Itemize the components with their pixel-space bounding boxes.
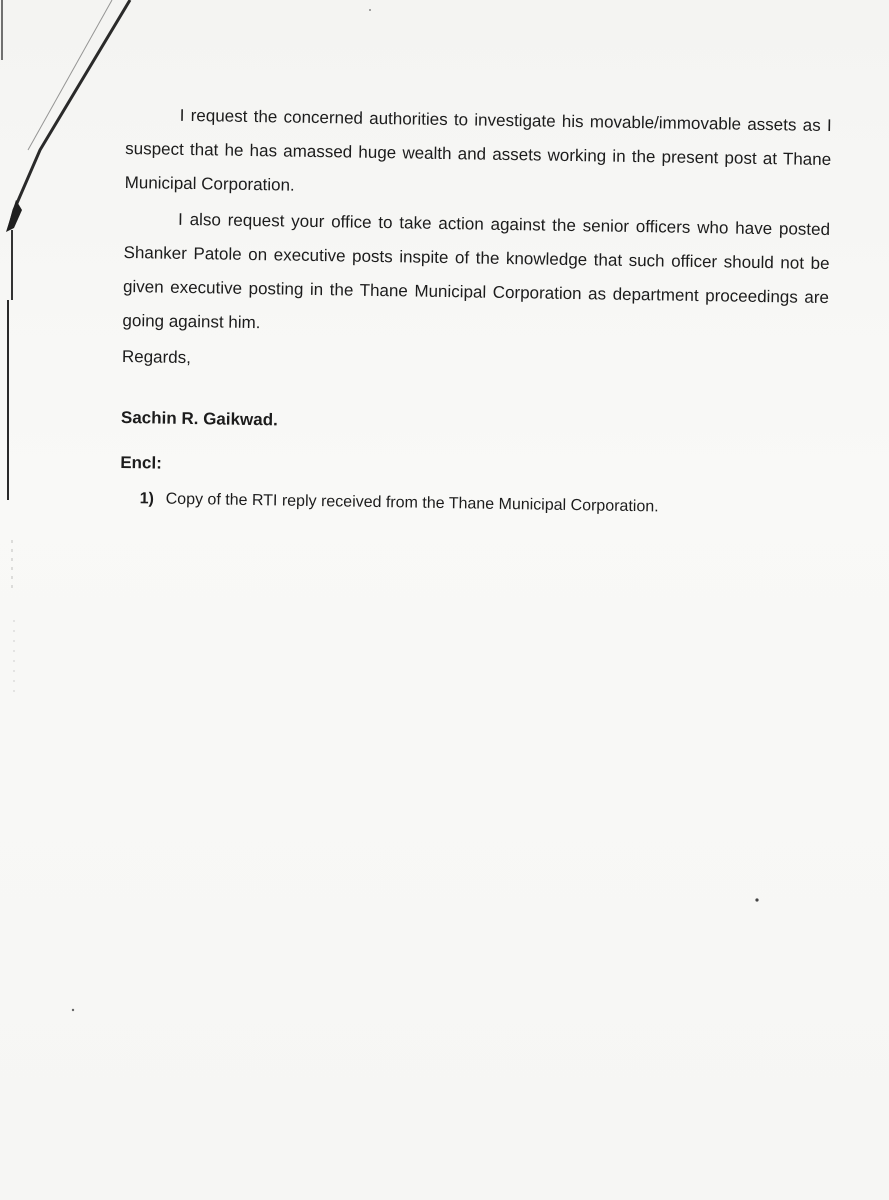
request-paragraph-action: I also request your office to take action against the senior officers who have posted Shanker Patole on executive posts inspite of the knowledge that such officer should not be given executive posting in the Thane Municipal Corporation as department proceedings are going against him.	[122, 209, 831, 333]
signatory-name: Sachin R. Gaikwad.	[120, 407, 278, 430]
request-paragraph-assets: I request the concerned authorities to investigate his movable/immovable assets as I suspect that he has amassed huge wealth and assets working in the present post at Thane Municipal Corporation.	[124, 105, 832, 195]
enclosure-number: 1)	[139, 490, 155, 508]
enclosure-text: Copy of the RTI reply received from the Thane Municipal Corporation.	[165, 490, 659, 516]
closing-regards: Regards,	[121, 346, 192, 368]
enclosure-item	[139, 486, 825, 523]
letter-body	[119, 98, 831, 523]
enclosure-label: Encl:	[120, 452, 162, 473]
